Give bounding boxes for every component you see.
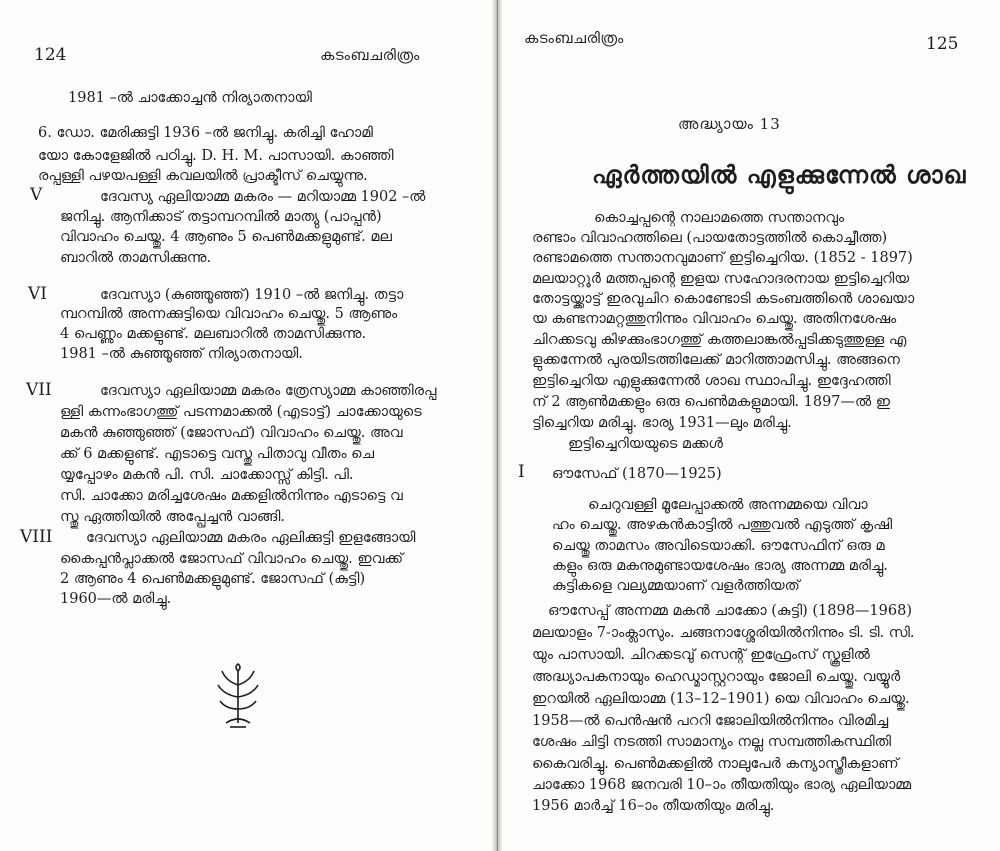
text-line: ഇട്ടിച്ചെറിയ എളുക്കുന്നേൽ ശാഖ സ്ഥാപിച്ചു. ഇദ്ദേഹത്തി [532, 373, 891, 389]
text-line: 6. ഡോ. മേരിക്കുട്ടി 1936 –ൽ ജനിച്ചു. കരിച്ചി ഹോമി [38, 125, 373, 141]
text-line: ക്ക് 6 മക്കളുണ്ട്. എടാട്ടെ വസ്തു പിതാവു വീതം ചെ [60, 446, 375, 462]
text-line: ഇറയിൽ ഏലിയാമ്മ (13–12–1901) യെ വിവാഹം ചെയ്തു. [532, 691, 910, 707]
text-line: മകൻ കുഞ്ഞുഞ്ഞ് (ജോസഫ്) വിവാഹം ചെയ്തു. അവ [60, 425, 403, 441]
text-line: രപ്പള്ളി പഴയപള്ളി കവലയിൽ പ്രാക്ടീസ് ചെയ്യുന്നു. [38, 168, 368, 184]
text-line: 1981 –ൽ കുഞ്ഞൂഞ്ഞ് നിര്യാതനായി. [60, 346, 303, 362]
left-running-head: കടംബചരിത്രം [320, 46, 420, 64]
text-line: യ കണ്ടനാമറ്റത്തുനിന്നും വിവാഹം ചെയ്തു. അതിനശേഷം [532, 311, 897, 327]
text-line: ദേവസ്യാ (കുഞ്ഞൂഞ്ഞ്) 1910 –ൽ ജനിച്ചു. തട്ടാ [100, 287, 404, 303]
text-line: ളുക്കന്നേൽ പുരയിടത്തിലേക്ക് മാറിത്താമസിച്ചു. അങ്ങനെ [532, 352, 900, 368]
section-marker-viii: VIII [20, 527, 53, 547]
subsection-heading: ഇട്ടിച്ചെറിയയുടെ മക്കൾ [568, 436, 723, 452]
text-line: കൈവരിച്ചു. പെൺമക്കളിൽ നാലുപേർ കന്യാസ്ത്രീകളാണ് [532, 756, 899, 772]
text-line: ചെറുവള്ളി മൂലേപ്പാക്കൽ അന്നമ്മയെ വിവാ [588, 497, 868, 513]
text-line: ചാക്കോ 1968 ജനവരി 10–ാം തീയതിയും ഭാര്യ ഏലിയാമ്മ [532, 777, 912, 793]
chapter-title: ഏർത്തയിൽ എളുക്കുന്നേൽ ശാഖ [592, 160, 967, 189]
right-page [502, 0, 1000, 851]
text-line: ചിറക്കടവു കിഴക്കുംഭാഗത്തു് കത്തലാങ്കൽപ്പടിക്കടുത്തുള്ള എ [532, 332, 907, 348]
left-page [0, 0, 492, 851]
text-line: സ്തു ഏത്തിയിൽ അപ്പ്രേച്ചൻ വാങ്ങി. [60, 509, 285, 525]
text-line: കൈപ്പൻപ്ലാക്കൽ ജോസഫ് വിവാഹം ചെയ്തു. ഇവക്ക് [60, 551, 403, 567]
section-marker-vi: VI [28, 284, 47, 304]
ornament-icon [212, 663, 264, 729]
text-line: 4 പെണ്ണും മക്കളുണ്ട്. മലബാറിൽ താമസിക്കുന്നു. [60, 326, 367, 342]
text-line: ള്ളി കന്നംഭാഗത്തു് പടന്നമാക്കൽ (എടാട്ട്) ചാക്കോയുടെ [60, 404, 422, 420]
text-line: രണ്ടാം വിവാഹത്തിലെ (പായതോട്ടത്തിൽ കൊച്ചീത്ത) [532, 230, 888, 246]
text-line: 1981 –ൽ ചാക്കോച്ചൻ നിര്യാതനായി [68, 90, 312, 106]
text-line: 2 ആണും 4 പെൺമക്കളുമുണ്ട്. ജോസഫ് (കുട്ടി) [60, 571, 366, 587]
text-line: കുട്ടികളെ വല്യമ്മയാണ് വളർത്തിയത് [552, 578, 800, 594]
text-line: ചെയ്തു താമസം അവിടെയാക്കി. ഔസേഫിന് ഒരു മ [552, 538, 885, 554]
text-line: ട്ടിച്ചെറിയ മരിച്ചു. ഭാര്യ 1931—ലും മരിച്ചു. [532, 415, 792, 431]
text-line: അദ്ധ്യാപകനായും ഹെഡ്മാസ്റ്ററായും ജോലി ചെയ്തു. വയ്യൂർ [532, 669, 901, 685]
text-line: മലയാളം 7-ാംക്ലാസും. ചങ്ങനാശ്ശേരിയിൽനിന്നും ടി. ടി. സി. [532, 625, 915, 641]
right-page-number: 125 [926, 34, 959, 54]
section-marker-vii: VII [26, 380, 52, 400]
section-marker-i: I [518, 462, 525, 482]
text-line: ഹം ചെയ്തു. അഴകൻകാട്ടിൽ പത്തുവൽ എടുത്ത് കൃഷി [552, 517, 893, 533]
text-line: ന് 2 ആൺമക്കളും ഒരു പെൺമകളുമായി. 1897—ൽ ഇ [532, 394, 891, 410]
text-line: ഔസേഫ് (1870—1925) [552, 466, 722, 482]
left-page-number: 124 [34, 45, 67, 65]
right-running-head: കടംബചരിത്രം [524, 29, 624, 47]
text-line: 1956 മാർച്ച് 16–ാം തീയതിയും മരിച്ചു. [532, 798, 775, 814]
text-line: യ്യപ്പോഴം മകൻ പി. സി. ചാക്കോസ്സ് കിട്ടി. പി. [60, 467, 354, 483]
text-line: 1958—ൽ പെൻഷൻ പററി ജോലിയിൽനിന്നും വിരമിച്ച [532, 713, 889, 729]
text-line: യും പാസായി. ചിറക്കടവു് സെന്റ് ഇഫ്രേംസ് സ്കൂളിൽ [532, 647, 870, 663]
text-line: തോട്ടയ്ക്കാട്ട് ഇരവുചിറ കൊണ്ടോടി കടംബത്തിൻെ ശാഖയാ [532, 291, 915, 307]
text-line: വിവാഹം ചെയ്തു. 4 ആണും 5 പെൺമക്കളുമുണ്ട്. മല [60, 229, 392, 245]
text-line: സി. ചാക്കോ മരിച്ചശേഷം മക്കളിൽനിന്നും എടാട്ടെ വ [60, 488, 403, 504]
text-line: മ്പറമ്പിൽ അന്നക്കുട്ടിയെ വിവാഹം ചെയ്തു. 5 ആണും [60, 306, 398, 322]
text-line: ഔസേപ്പ് അന്നമ്മ മകൻ ചാക്കോ (കുട്ടി) (1898—1968) [548, 603, 912, 619]
text-line: 1960—ൽ മരിച്ചു. [60, 591, 172, 607]
book-gutter [492, 0, 502, 851]
text-line: ദേവസ്യാ ഏലിയാമ്മ മകരം ത്രേസ്യാമ്മ കാഞ്ഞിരപ്പ [100, 383, 437, 399]
text-line: ശേഷം ചിട്ടി നടത്തി സാമാന്യം നല്ല സമ്പത്തികസ്ഥിതി [532, 734, 892, 750]
text-line: കളും ഒരു മകനുമുണ്ടായശേഷം ഭാര്യ അന്നമ്മ മരിച്ചു. [552, 558, 888, 574]
text-line: ജനിച്ചു. ആനിക്കാട് തട്ടാമ്പറമ്പിൽ മാത്യു (പാപ്പൻ) [60, 209, 382, 225]
text-line: രണ്ടാമത്തെ സന്താനവുമാണ് ഇട്ടിച്ചെറിയ. (1852 - 1897) [532, 250, 913, 266]
text-line: ദേവസ്യാ ഏലിയാമ്മ മകരം ഏലിക്കുട്ടി ഇളങ്ങോയി [86, 530, 416, 546]
text-line: ദേവസ്യ ഏലിയാമ്മ മകരം — മറിയാമ്മ 1902 –ൽ [100, 189, 426, 205]
text-line: ബാറിൽ താമസിക്കുന്നു. [60, 250, 212, 266]
section-marker-v: V [30, 185, 43, 205]
text-line: യോ കോളേജിൽ പഠിച്ചു. D. H. M. പാസായി. കാഞ്ഞി [38, 148, 394, 164]
chapter-heading: അദ്ധ്യായം 13 [678, 115, 781, 133]
text-line: കൊച്ചപ്പന്റെ നാലാമത്തെ സന്താനവും [594, 210, 845, 226]
text-line: മലയാറ്റൂർ മത്തപ്പന്റെ ഇളയ സഹോദരനായ ഇട്ടിച്ചെറിയ [532, 271, 910, 287]
